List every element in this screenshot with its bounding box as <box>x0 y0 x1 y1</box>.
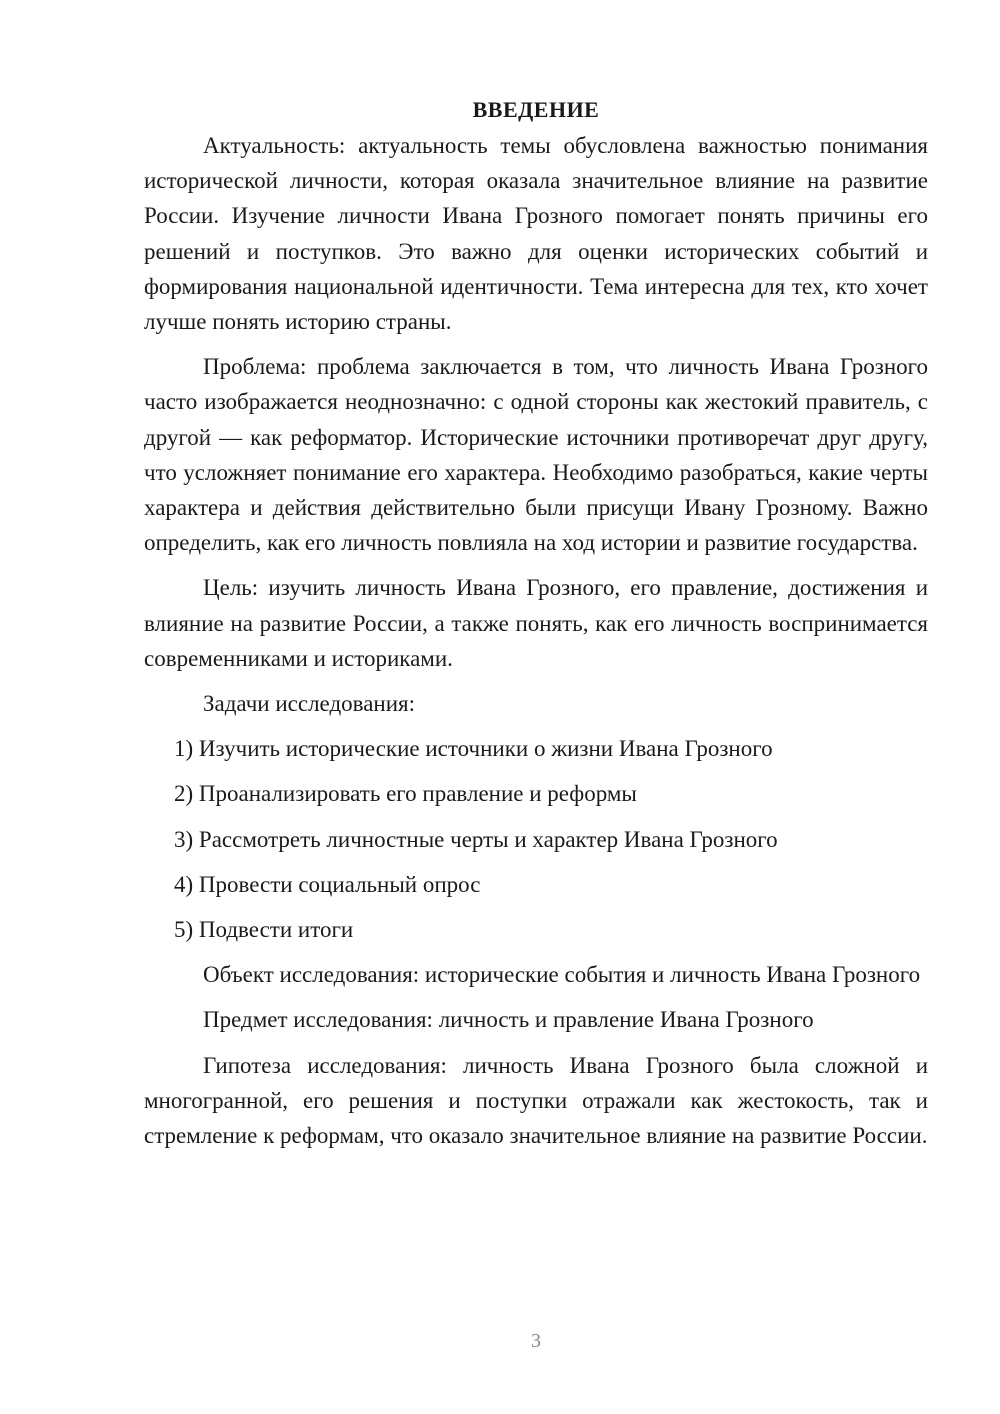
list-item: 5) Подвести итоги <box>174 917 354 943</box>
paragraph-goal: Цель: изучить личность Ивана Грозного, его правление, достижения и влияние на развитие России, а также понять, как его личность воспринимается современниками и историками. <box>144 575 928 671</box>
page-number: 3 <box>531 1330 541 1352</box>
list-item: 2) Проанализировать его правление и реформы <box>174 781 637 807</box>
paragraph-relevance: Актуальность: актуальность темы обусловлена важностью понимания исторической личности, которая оказала значительное влияние на развитие России. Изучение личности Ивана Грозного помогает понять причины его решений и поступков. Это важно для оценки исторических событий и формирования национальной идентичности. Тема интересна для тех, кто хочет лучше понять историю страны. <box>144 133 928 335</box>
paragraph-subject: Предмет исследования: личность и правление Ивана Грозного <box>203 1007 814 1033</box>
list-item: 4) Провести социальный опрос <box>174 871 481 897</box>
tasks-title: Задачи исследования: <box>203 691 416 717</box>
paragraph-hypothesis: Гипотеза исследования: личность Ивана Грозного была сложной и многогранной, его решения и поступки отражали как жестокость, так и стремление к реформам, что оказало значительное влияние на развитие России. <box>144 1052 928 1149</box>
list-item: 1) Изучить исторические источники о жизни Ивана Грозного <box>174 736 773 762</box>
paragraph-object: Объект исследования: исторические события и личность Ивана Грозного <box>203 962 921 988</box>
paragraph-problem: Проблема: проблема заключается в том, что личность Ивана Грозного часто изображается неоднозначно: с одной стороны как жестокий правитель, с другой — как реформатор. Исторические источники противоречат друг другу, что усложняет понимание его характера. Необходимо разобраться, какие черты характера и действия действительно были присущи Ивану Грозному. Важно определить, как его личность повлияла на ход истории и развитие государства. <box>144 354 928 556</box>
document-page <box>144 92 928 1163</box>
tasks-list <box>144 731 928 947</box>
list-item: 3) Рассмотреть личностные черты и характер Ивана Грозного <box>174 826 778 852</box>
section-heading: ВВЕДЕНИЕ <box>472 97 600 122</box>
